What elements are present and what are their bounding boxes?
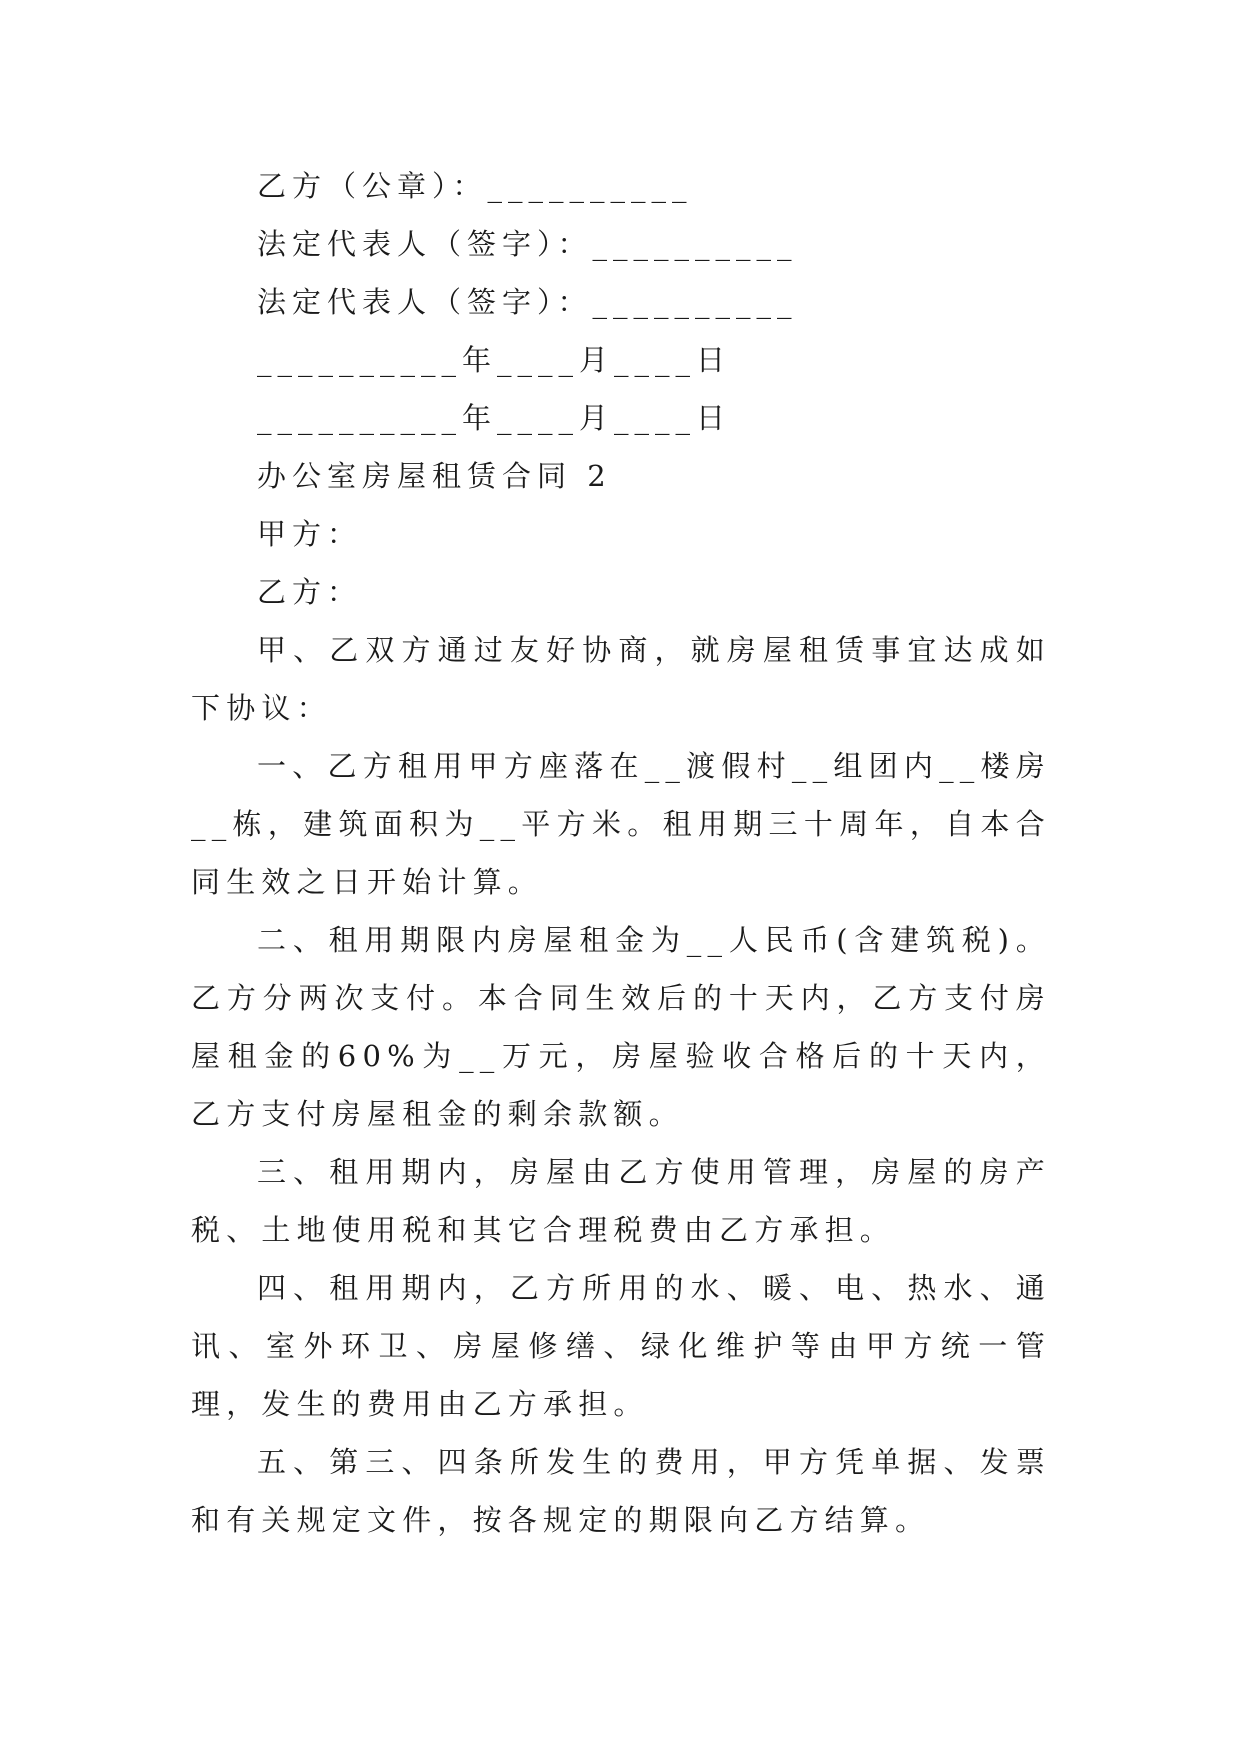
date-line-1: __________年____月____日 xyxy=(257,343,732,377)
clause-2: 二、租用期限内房屋租金为__人民币(含建筑税)。乙方分两次支付。本合同生效后的十天内，乙方支付房屋租金的60%为__万元，房屋验收合格后的十天内，乙方支付房屋租金的剩余款额。 xyxy=(191,923,1051,1131)
contract-title: 办公室房屋租赁合同 2 xyxy=(257,459,612,493)
clause-4: 四、租用期内，乙方所用的水、暖、电、热水、通讯、室外环卫、房屋修缮、绿化维护等由甲方统一管理，发生的费用由乙方承担。 xyxy=(191,1271,1051,1421)
clause-1: 一、乙方租用甲方座落在__渡假村__组团内__楼房__栋，建筑面积为__平方米。租用期三十周年，自本合同生效之日开始计算。 xyxy=(191,749,1051,899)
party-a-line: 甲方： xyxy=(257,517,363,551)
party-b-seal-line: 乙方（公章）：__________ xyxy=(257,169,693,203)
intro-paragraph: 甲、乙双方通过友好协商，就房屋租赁事宜达成如下协议： xyxy=(191,633,1051,725)
clause-3: 三、租用期内，房屋由乙方使用管理，房屋的房产税、土地使用税和其它合理税费由乙方承担。 xyxy=(191,1155,1051,1247)
legal-rep-signature-line-2: 法定代表人（签字）：__________ xyxy=(257,285,798,319)
legal-rep-signature-line-1: 法定代表人（签字）：__________ xyxy=(257,227,798,261)
document-body xyxy=(191,157,1051,1549)
party-b-line: 乙方： xyxy=(257,575,363,609)
date-line-2: __________年____月____日 xyxy=(257,401,732,435)
clause-5: 五、第三、四条所发生的费用，甲方凭单据、发票和有关规定文件，按各规定的期限向乙方结算。 xyxy=(191,1445,1051,1537)
